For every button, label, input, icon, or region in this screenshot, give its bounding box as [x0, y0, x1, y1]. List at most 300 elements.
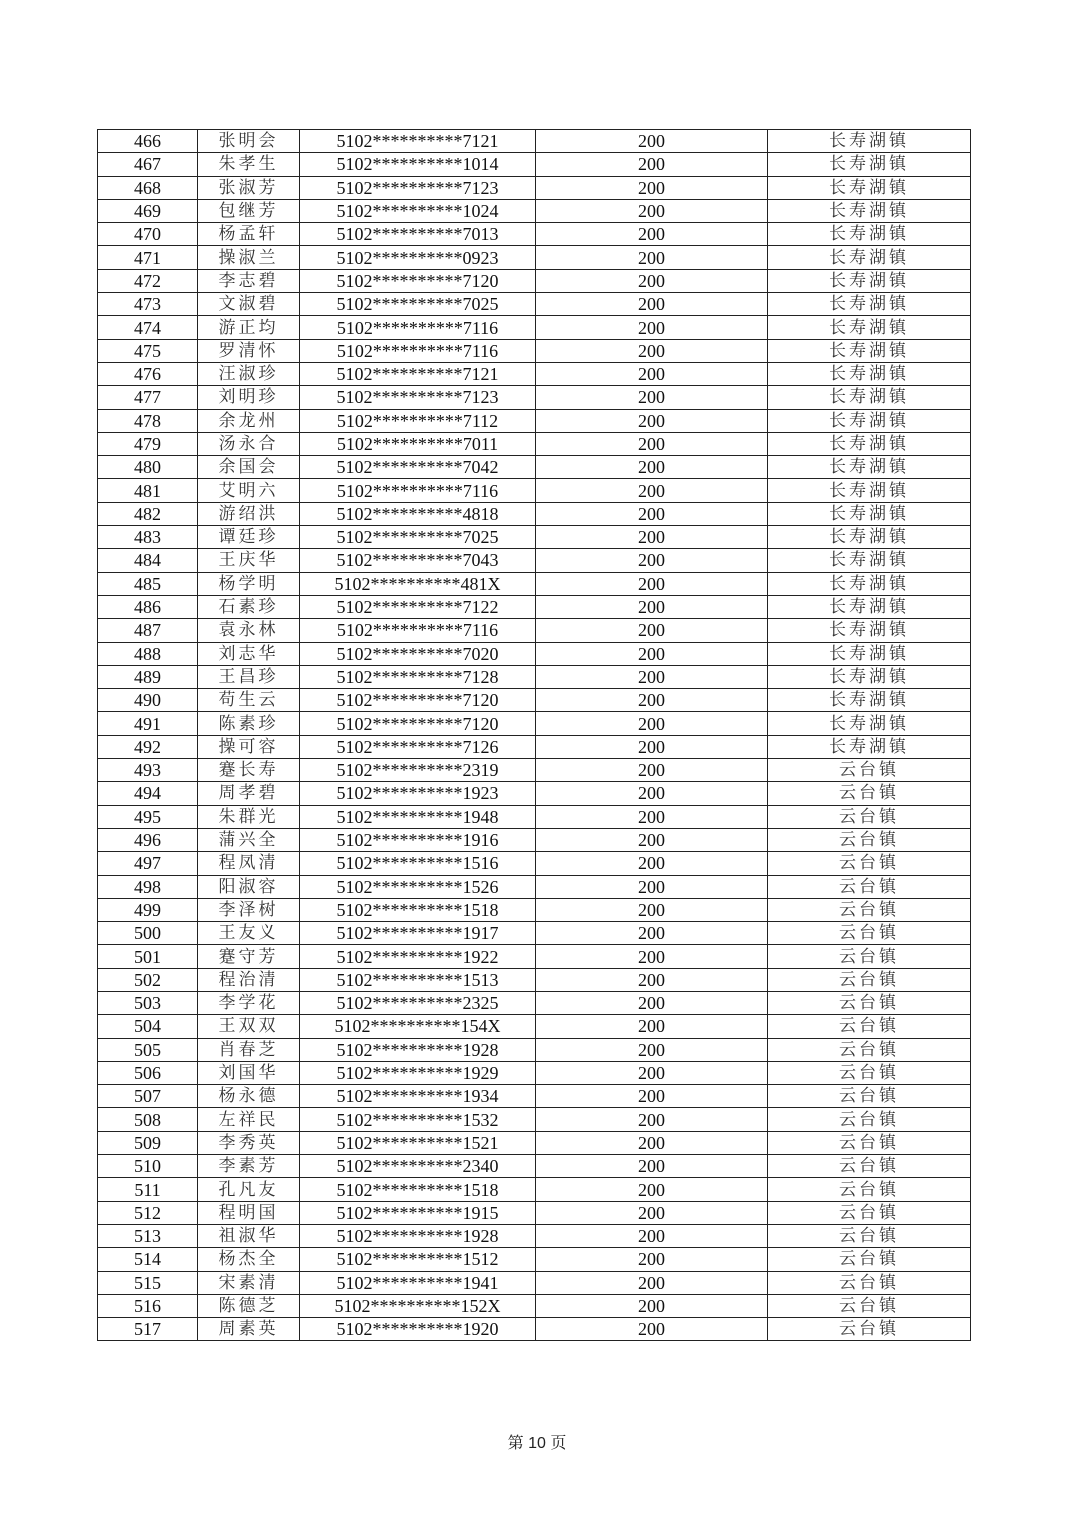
town-name-cell: 云台镇 [768, 1061, 971, 1084]
town-name-cell: 长寿湖镇 [768, 339, 971, 362]
amount-cell: 200 [536, 1131, 768, 1154]
id-number-cell: 5102**********1512 [300, 1248, 536, 1271]
row-number-cell: 517 [98, 1318, 198, 1341]
town-name-cell: 云台镇 [768, 1248, 971, 1271]
town-name-cell: 长寿湖镇 [768, 572, 971, 595]
amount-cell: 200 [536, 898, 768, 921]
amount-cell: 200 [536, 362, 768, 385]
row-number-cell: 516 [98, 1294, 198, 1317]
town-name-cell: 长寿湖镇 [768, 269, 971, 292]
row-number-cell: 493 [98, 759, 198, 782]
person-name-cell: 操淑兰 [198, 246, 300, 269]
table-row [98, 1318, 971, 1341]
town-name-cell: 长寿湖镇 [768, 642, 971, 665]
town-name-cell: 长寿湖镇 [768, 293, 971, 316]
row-number-cell: 507 [98, 1085, 198, 1108]
data-table [97, 129, 971, 1341]
table-row [98, 1224, 971, 1247]
town-name-cell: 长寿湖镇 [768, 176, 971, 199]
person-name-cell: 刘国华 [198, 1061, 300, 1084]
town-name-cell: 长寿湖镇 [768, 712, 971, 735]
town-name-cell: 云台镇 [768, 1131, 971, 1154]
table-row [98, 805, 971, 828]
row-number-cell: 505 [98, 1038, 198, 1061]
person-name-cell: 汪淑珍 [198, 362, 300, 385]
amount-cell: 200 [536, 665, 768, 688]
person-name-cell: 张明会 [198, 130, 300, 153]
person-name-cell: 朱孝生 [198, 153, 300, 176]
amount-cell: 200 [536, 991, 768, 1014]
person-name-cell: 杨杰全 [198, 1248, 300, 1271]
town-name-cell: 长寿湖镇 [768, 199, 971, 222]
person-name-cell: 蹇长寿 [198, 759, 300, 782]
row-number-cell: 504 [98, 1015, 198, 1038]
table-row [98, 526, 971, 549]
table-row [98, 968, 971, 991]
town-name-cell: 云台镇 [768, 1015, 971, 1038]
row-number-cell: 499 [98, 898, 198, 921]
id-number-cell: 5102**********154X [300, 1015, 536, 1038]
person-name-cell: 程明国 [198, 1201, 300, 1224]
row-number-cell: 467 [98, 153, 198, 176]
person-name-cell: 朱群光 [198, 805, 300, 828]
id-number-cell: 5102**********7042 [300, 456, 536, 479]
amount-cell: 200 [536, 642, 768, 665]
amount-cell: 200 [536, 549, 768, 572]
person-name-cell: 文淑碧 [198, 293, 300, 316]
id-number-cell: 5102**********1915 [300, 1201, 536, 1224]
id-number-cell: 5102**********1928 [300, 1224, 536, 1247]
person-name-cell: 石素珍 [198, 595, 300, 618]
amount-cell: 200 [536, 689, 768, 712]
amount-cell: 200 [536, 828, 768, 851]
town-name-cell: 长寿湖镇 [768, 526, 971, 549]
page-number: 第 10 页 [507, 1435, 567, 1452]
person-name-cell: 王双双 [198, 1015, 300, 1038]
amount-cell: 200 [536, 479, 768, 502]
town-name-cell: 云台镇 [768, 828, 971, 851]
amount-cell: 200 [536, 526, 768, 549]
row-number-cell: 492 [98, 735, 198, 758]
id-number-cell: 5102**********1532 [300, 1108, 536, 1131]
id-number-cell: 5102**********7020 [300, 642, 536, 665]
row-number-cell: 469 [98, 199, 198, 222]
person-name-cell: 杨永德 [198, 1085, 300, 1108]
amount-cell: 200 [536, 1294, 768, 1317]
amount-cell: 200 [536, 1318, 768, 1341]
id-number-cell: 5102**********7013 [300, 223, 536, 246]
person-name-cell: 谭廷珍 [198, 526, 300, 549]
id-number-cell: 5102**********7116 [300, 619, 536, 642]
person-name-cell: 余国会 [198, 456, 300, 479]
id-number-cell: 5102**********1024 [300, 199, 536, 222]
table-row [98, 642, 971, 665]
amount-cell: 200 [536, 1015, 768, 1038]
town-name-cell: 云台镇 [768, 968, 971, 991]
amount-cell: 200 [536, 759, 768, 782]
town-name-cell: 云台镇 [768, 991, 971, 1014]
id-number-cell: 5102**********7116 [300, 316, 536, 339]
town-name-cell: 长寿湖镇 [768, 549, 971, 572]
table-row [98, 828, 971, 851]
row-number-cell: 508 [98, 1108, 198, 1131]
person-name-cell: 苟生云 [198, 689, 300, 712]
person-name-cell: 宋素清 [198, 1271, 300, 1294]
row-number-cell: 497 [98, 852, 198, 875]
town-name-cell: 长寿湖镇 [768, 735, 971, 758]
id-number-cell: 5102**********1518 [300, 1178, 536, 1201]
id-number-cell: 5102**********1521 [300, 1131, 536, 1154]
id-number-cell: 5102**********7011 [300, 432, 536, 455]
amount-cell: 200 [536, 712, 768, 735]
row-number-cell: 489 [98, 665, 198, 688]
table-row [98, 153, 971, 176]
town-name-cell: 云台镇 [768, 759, 971, 782]
table-row [98, 362, 971, 385]
town-name-cell: 长寿湖镇 [768, 619, 971, 642]
amount-cell: 200 [536, 223, 768, 246]
person-name-cell: 王庆华 [198, 549, 300, 572]
amount-cell: 200 [536, 1108, 768, 1131]
person-name-cell: 李学花 [198, 991, 300, 1014]
town-name-cell: 云台镇 [768, 1178, 971, 1201]
person-name-cell: 陈德芝 [198, 1294, 300, 1317]
table-row [98, 293, 971, 316]
person-name-cell: 蹇守芳 [198, 945, 300, 968]
row-number-cell: 491 [98, 712, 198, 735]
amount-cell: 200 [536, 1271, 768, 1294]
person-name-cell: 艾明六 [198, 479, 300, 502]
row-number-cell: 501 [98, 945, 198, 968]
row-number-cell: 479 [98, 432, 198, 455]
row-number-cell: 473 [98, 293, 198, 316]
row-number-cell: 466 [98, 130, 198, 153]
town-name-cell: 云台镇 [768, 852, 971, 875]
id-number-cell: 5102**********152X [300, 1294, 536, 1317]
amount-cell: 200 [536, 852, 768, 875]
amount-cell: 200 [536, 572, 768, 595]
table-row [98, 199, 971, 222]
table-body [98, 130, 971, 1341]
id-number-cell: 5102**********1014 [300, 153, 536, 176]
person-name-cell: 周素英 [198, 1318, 300, 1341]
amount-cell: 200 [536, 130, 768, 153]
table-row [98, 432, 971, 455]
table-row [98, 665, 971, 688]
table-row [98, 1108, 971, 1131]
row-number-cell: 515 [98, 1271, 198, 1294]
town-name-cell: 长寿湖镇 [768, 130, 971, 153]
table-row [98, 339, 971, 362]
row-number-cell: 475 [98, 339, 198, 362]
town-name-cell: 云台镇 [768, 805, 971, 828]
person-name-cell: 游正均 [198, 316, 300, 339]
person-name-cell: 程凤清 [198, 852, 300, 875]
table-row [98, 595, 971, 618]
row-number-cell: 494 [98, 782, 198, 805]
table-row [98, 1178, 971, 1201]
row-number-cell: 484 [98, 549, 198, 572]
amount-cell: 200 [536, 386, 768, 409]
amount-cell: 200 [536, 875, 768, 898]
amount-cell: 200 [536, 269, 768, 292]
town-name-cell: 云台镇 [768, 1271, 971, 1294]
town-name-cell: 长寿湖镇 [768, 223, 971, 246]
person-name-cell: 阳淑容 [198, 875, 300, 898]
table-row [98, 1201, 971, 1224]
table-row [98, 782, 971, 805]
amount-cell: 200 [536, 502, 768, 525]
table-row [98, 502, 971, 525]
id-number-cell: 5102**********1513 [300, 968, 536, 991]
row-number-cell: 503 [98, 991, 198, 1014]
id-number-cell: 5102**********7025 [300, 293, 536, 316]
row-number-cell: 513 [98, 1224, 198, 1247]
id-number-cell: 5102**********7123 [300, 176, 536, 199]
table-row [98, 1131, 971, 1154]
table-row [98, 735, 971, 758]
row-number-cell: 511 [98, 1178, 198, 1201]
person-name-cell: 李素芳 [198, 1155, 300, 1178]
row-number-cell: 478 [98, 409, 198, 432]
person-name-cell: 汤永合 [198, 432, 300, 455]
town-name-cell: 云台镇 [768, 1085, 971, 1108]
row-number-cell: 498 [98, 875, 198, 898]
town-name-cell: 长寿湖镇 [768, 316, 971, 339]
id-number-cell: 5102**********4818 [300, 502, 536, 525]
amount-cell: 200 [536, 339, 768, 362]
id-number-cell: 5102**********1516 [300, 852, 536, 875]
person-name-cell: 左祥民 [198, 1108, 300, 1131]
amount-cell: 200 [536, 782, 768, 805]
id-number-cell: 5102**********7128 [300, 665, 536, 688]
id-number-cell: 5102**********481X [300, 572, 536, 595]
town-name-cell: 长寿湖镇 [768, 456, 971, 479]
amount-cell: 200 [536, 1038, 768, 1061]
row-number-cell: 495 [98, 805, 198, 828]
town-name-cell: 云台镇 [768, 945, 971, 968]
town-name-cell: 长寿湖镇 [768, 665, 971, 688]
person-name-cell: 陈素珍 [198, 712, 300, 735]
table-row [98, 479, 971, 502]
amount-cell: 200 [536, 153, 768, 176]
row-number-cell: 510 [98, 1155, 198, 1178]
person-name-cell: 李泽树 [198, 898, 300, 921]
amount-cell: 200 [536, 176, 768, 199]
person-name-cell: 包继芳 [198, 199, 300, 222]
id-number-cell: 5102**********7116 [300, 479, 536, 502]
person-name-cell: 游绍洪 [198, 502, 300, 525]
amount-cell: 200 [536, 1085, 768, 1108]
person-name-cell: 李志碧 [198, 269, 300, 292]
amount-cell: 200 [536, 1178, 768, 1201]
person-name-cell: 程治清 [198, 968, 300, 991]
table-row [98, 572, 971, 595]
id-number-cell: 5102**********1916 [300, 828, 536, 851]
table-row [98, 689, 971, 712]
id-number-cell: 5102**********1929 [300, 1061, 536, 1084]
id-number-cell: 5102**********7126 [300, 735, 536, 758]
table-row [98, 269, 971, 292]
table-row [98, 130, 971, 153]
person-name-cell: 杨孟轩 [198, 223, 300, 246]
id-number-cell: 5102**********7120 [300, 689, 536, 712]
amount-cell: 200 [536, 968, 768, 991]
id-number-cell: 5102**********1917 [300, 922, 536, 945]
row-number-cell: 502 [98, 968, 198, 991]
person-name-cell: 袁永林 [198, 619, 300, 642]
town-name-cell: 长寿湖镇 [768, 246, 971, 269]
table-row [98, 852, 971, 875]
amount-cell: 200 [536, 805, 768, 828]
amount-cell: 200 [536, 735, 768, 758]
id-number-cell: 5102**********0923 [300, 246, 536, 269]
amount-cell: 200 [536, 619, 768, 642]
id-number-cell: 5102**********7122 [300, 595, 536, 618]
id-number-cell: 5102**********2340 [300, 1155, 536, 1178]
table-row [98, 223, 971, 246]
person-name-cell: 祖淑华 [198, 1224, 300, 1247]
id-number-cell: 5102**********7112 [300, 409, 536, 432]
row-number-cell: 509 [98, 1131, 198, 1154]
id-number-cell: 5102**********1526 [300, 875, 536, 898]
amount-cell: 200 [536, 246, 768, 269]
table-row [98, 386, 971, 409]
town-name-cell: 云台镇 [768, 1038, 971, 1061]
amount-cell: 200 [536, 199, 768, 222]
row-number-cell: 512 [98, 1201, 198, 1224]
row-number-cell: 490 [98, 689, 198, 712]
amount-cell: 200 [536, 595, 768, 618]
table-row [98, 456, 971, 479]
row-number-cell: 500 [98, 922, 198, 945]
amount-cell: 200 [536, 293, 768, 316]
id-number-cell: 5102**********2319 [300, 759, 536, 782]
id-number-cell: 5102**********7116 [300, 339, 536, 362]
table-row [98, 316, 971, 339]
id-number-cell: 5102**********1923 [300, 782, 536, 805]
person-name-cell: 王友义 [198, 922, 300, 945]
table-row [98, 1271, 971, 1294]
id-number-cell: 5102**********1518 [300, 898, 536, 921]
row-number-cell: 472 [98, 269, 198, 292]
table-row [98, 549, 971, 572]
town-name-cell: 云台镇 [768, 922, 971, 945]
row-number-cell: 482 [98, 502, 198, 525]
row-number-cell: 486 [98, 595, 198, 618]
town-name-cell: 长寿湖镇 [768, 409, 971, 432]
town-name-cell: 长寿湖镇 [768, 432, 971, 455]
id-number-cell: 5102**********2325 [300, 991, 536, 1014]
town-name-cell: 长寿湖镇 [768, 689, 971, 712]
amount-cell: 200 [536, 945, 768, 968]
person-name-cell: 肖春芝 [198, 1038, 300, 1061]
id-number-cell: 5102**********1948 [300, 805, 536, 828]
row-number-cell: 485 [98, 572, 198, 595]
town-name-cell: 云台镇 [768, 875, 971, 898]
town-name-cell: 长寿湖镇 [768, 386, 971, 409]
person-name-cell: 蒲兴全 [198, 828, 300, 851]
id-number-cell: 5102**********1920 [300, 1318, 536, 1341]
person-name-cell: 杨学明 [198, 572, 300, 595]
town-name-cell: 长寿湖镇 [768, 362, 971, 385]
row-number-cell: 480 [98, 456, 198, 479]
table-row [98, 1155, 971, 1178]
town-name-cell: 长寿湖镇 [768, 153, 971, 176]
table-row [98, 759, 971, 782]
person-name-cell: 王昌珍 [198, 665, 300, 688]
id-number-cell: 5102**********1922 [300, 945, 536, 968]
table-row [98, 1015, 971, 1038]
id-number-cell: 5102**********7123 [300, 386, 536, 409]
town-name-cell: 云台镇 [768, 1108, 971, 1131]
amount-cell: 200 [536, 922, 768, 945]
town-name-cell: 云台镇 [768, 1224, 971, 1247]
person-name-cell: 罗清怀 [198, 339, 300, 362]
person-name-cell: 张淑芳 [198, 176, 300, 199]
row-number-cell: 487 [98, 619, 198, 642]
person-name-cell: 李秀英 [198, 1131, 300, 1154]
row-number-cell: 488 [98, 642, 198, 665]
table-row [98, 1061, 971, 1084]
row-number-cell: 476 [98, 362, 198, 385]
table-row [98, 1248, 971, 1271]
person-name-cell: 刘志华 [198, 642, 300, 665]
town-name-cell: 云台镇 [768, 1294, 971, 1317]
person-name-cell: 余龙州 [198, 409, 300, 432]
id-number-cell: 5102**********7121 [300, 130, 536, 153]
row-number-cell: 496 [98, 828, 198, 851]
person-name-cell: 操可容 [198, 735, 300, 758]
row-number-cell: 481 [98, 479, 198, 502]
person-name-cell: 孔凡友 [198, 1178, 300, 1201]
town-name-cell: 云台镇 [768, 1155, 971, 1178]
table-row [98, 1038, 971, 1061]
row-number-cell: 471 [98, 246, 198, 269]
table-row [98, 246, 971, 269]
amount-cell: 200 [536, 409, 768, 432]
row-number-cell: 474 [98, 316, 198, 339]
table-row [98, 712, 971, 735]
table-row [98, 898, 971, 921]
row-number-cell: 483 [98, 526, 198, 549]
amount-cell: 200 [536, 316, 768, 339]
row-number-cell: 514 [98, 1248, 198, 1271]
town-name-cell: 云台镇 [768, 1318, 971, 1341]
table-row [98, 619, 971, 642]
amount-cell: 200 [536, 1224, 768, 1247]
town-name-cell: 云台镇 [768, 898, 971, 921]
amount-cell: 200 [536, 456, 768, 479]
row-number-cell: 468 [98, 176, 198, 199]
id-number-cell: 5102**********7121 [300, 362, 536, 385]
table-row [98, 945, 971, 968]
town-name-cell: 长寿湖镇 [768, 479, 971, 502]
row-number-cell: 506 [98, 1061, 198, 1084]
person-name-cell: 刘明珍 [198, 386, 300, 409]
table-row [98, 1294, 971, 1317]
id-number-cell: 5102**********7120 [300, 269, 536, 292]
amount-cell: 200 [536, 1248, 768, 1271]
row-number-cell: 477 [98, 386, 198, 409]
person-name-cell: 周孝碧 [198, 782, 300, 805]
id-number-cell: 5102**********1934 [300, 1085, 536, 1108]
id-number-cell: 5102**********1928 [300, 1038, 536, 1061]
town-name-cell: 长寿湖镇 [768, 595, 971, 618]
table-row [98, 991, 971, 1014]
amount-cell: 200 [536, 1155, 768, 1178]
id-number-cell: 5102**********7043 [300, 549, 536, 572]
